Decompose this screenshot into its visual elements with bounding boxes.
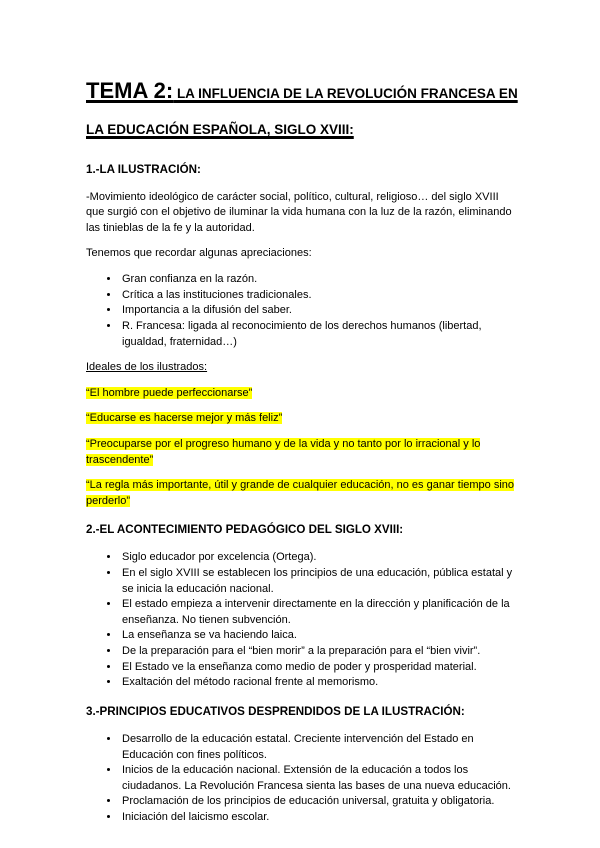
list-item: • Iniciación del laicismo escolar. [120,810,520,826]
list-item: • La enseñanza se va haciendo laica. [120,628,520,644]
section1-lead: Tenemos que recordar algunas apreciaciones: [86,247,312,260]
list-item: • Desarrollo de la educación estatal. Creciente intervención del Estado en Educación con fines políticos. [120,732,520,763]
list-item: • Exaltación del método racional frente al memorismo. [120,675,520,691]
section1-intro: -Movimiento ideológico de carácter social, político, cultural, religioso… del siglo XVIII que surgió con el objetivo de iluminar la vida humana con la luz de la razón, eliminando las tinieblas de la fe y la autoridad. [86,190,512,234]
list-item: • Inicios de la educación nacional. Extensión de la educación a todos los ciudadanos. La Revolución Francesa sienta las bases de una nueva educación. [120,763,520,794]
quote-text: “El hombre puede perfeccionarse” [86,386,253,399]
quote-text: “La regla más importante, útil y grande de cualquier educación, no es ganar tiempo sino perderlo” [86,479,515,507]
document-title [86,70,520,142]
ideals-title: Ideales de los ilustrados: [86,361,208,374]
list-item: • De la preparación para el “bien morir” a la preparación para el “bien vivir”. [120,644,520,660]
list-item: • Gran confianza en la razón. [120,272,520,288]
section1-list [86,272,520,350]
list-item: • Proclamación de los principios de educación universal, gratuita y obligatoria. [120,794,520,810]
quote-text: “Preocuparse por el progreso humano y de la vida y no tanto por lo irracional y lo trascendente” [86,437,481,466]
list-item: • Siglo educador por excelencia (Ortega). [120,550,520,566]
title-rest: LA INFLUENCIA DE LA REVOLUCIÓN FRANCESA EN LA EDUCACIÓN ESPAÑOLA, SIGLO XVIII: [86,86,518,137]
list-item: • El Estado ve la enseñanza como medio de poder y prosperidad material. [120,660,520,676]
list-item: • En el siglo XVIII se establecen los principios de una educación, pública estatal y se inicia la educación nacional. [120,566,520,597]
list-item: • Crítica a las instituciones tradicionales. [120,288,520,304]
quote-text: “Educarse es hacerse mejor y más feliz” [86,412,283,425]
title-tema: TEMA 2: [86,78,174,103]
section3-heading: 3.-PRINCIPIOS EDUCATIVOS DESPRENDIDOS DE LA ILUSTRACIÓN: [86,704,465,718]
list-item: • El estado empieza a intervenir directamente en la dirección y planificación de la enseñanza. No tienen subvención. [120,597,520,628]
quote-1 [86,386,520,402]
list-item: • Importancia a la difusión del saber. [120,303,520,319]
section2-list [86,550,520,690]
quote-2 [86,411,520,427]
section1-heading: 1.-LA ILUSTRACIÓN: [86,162,201,176]
quote-4 [86,478,520,509]
quote-3 [86,437,520,468]
section2-heading: 2.-EL ACONTECIMIENTO PEDAGÓGICO DEL SIGLO XVIII: [86,523,404,537]
list-item: • R. Francesa: ligada al reconocimiento de los derechos humanos (libertad, igualdad, fraternidad…) [120,319,520,350]
section3-list [86,732,520,826]
